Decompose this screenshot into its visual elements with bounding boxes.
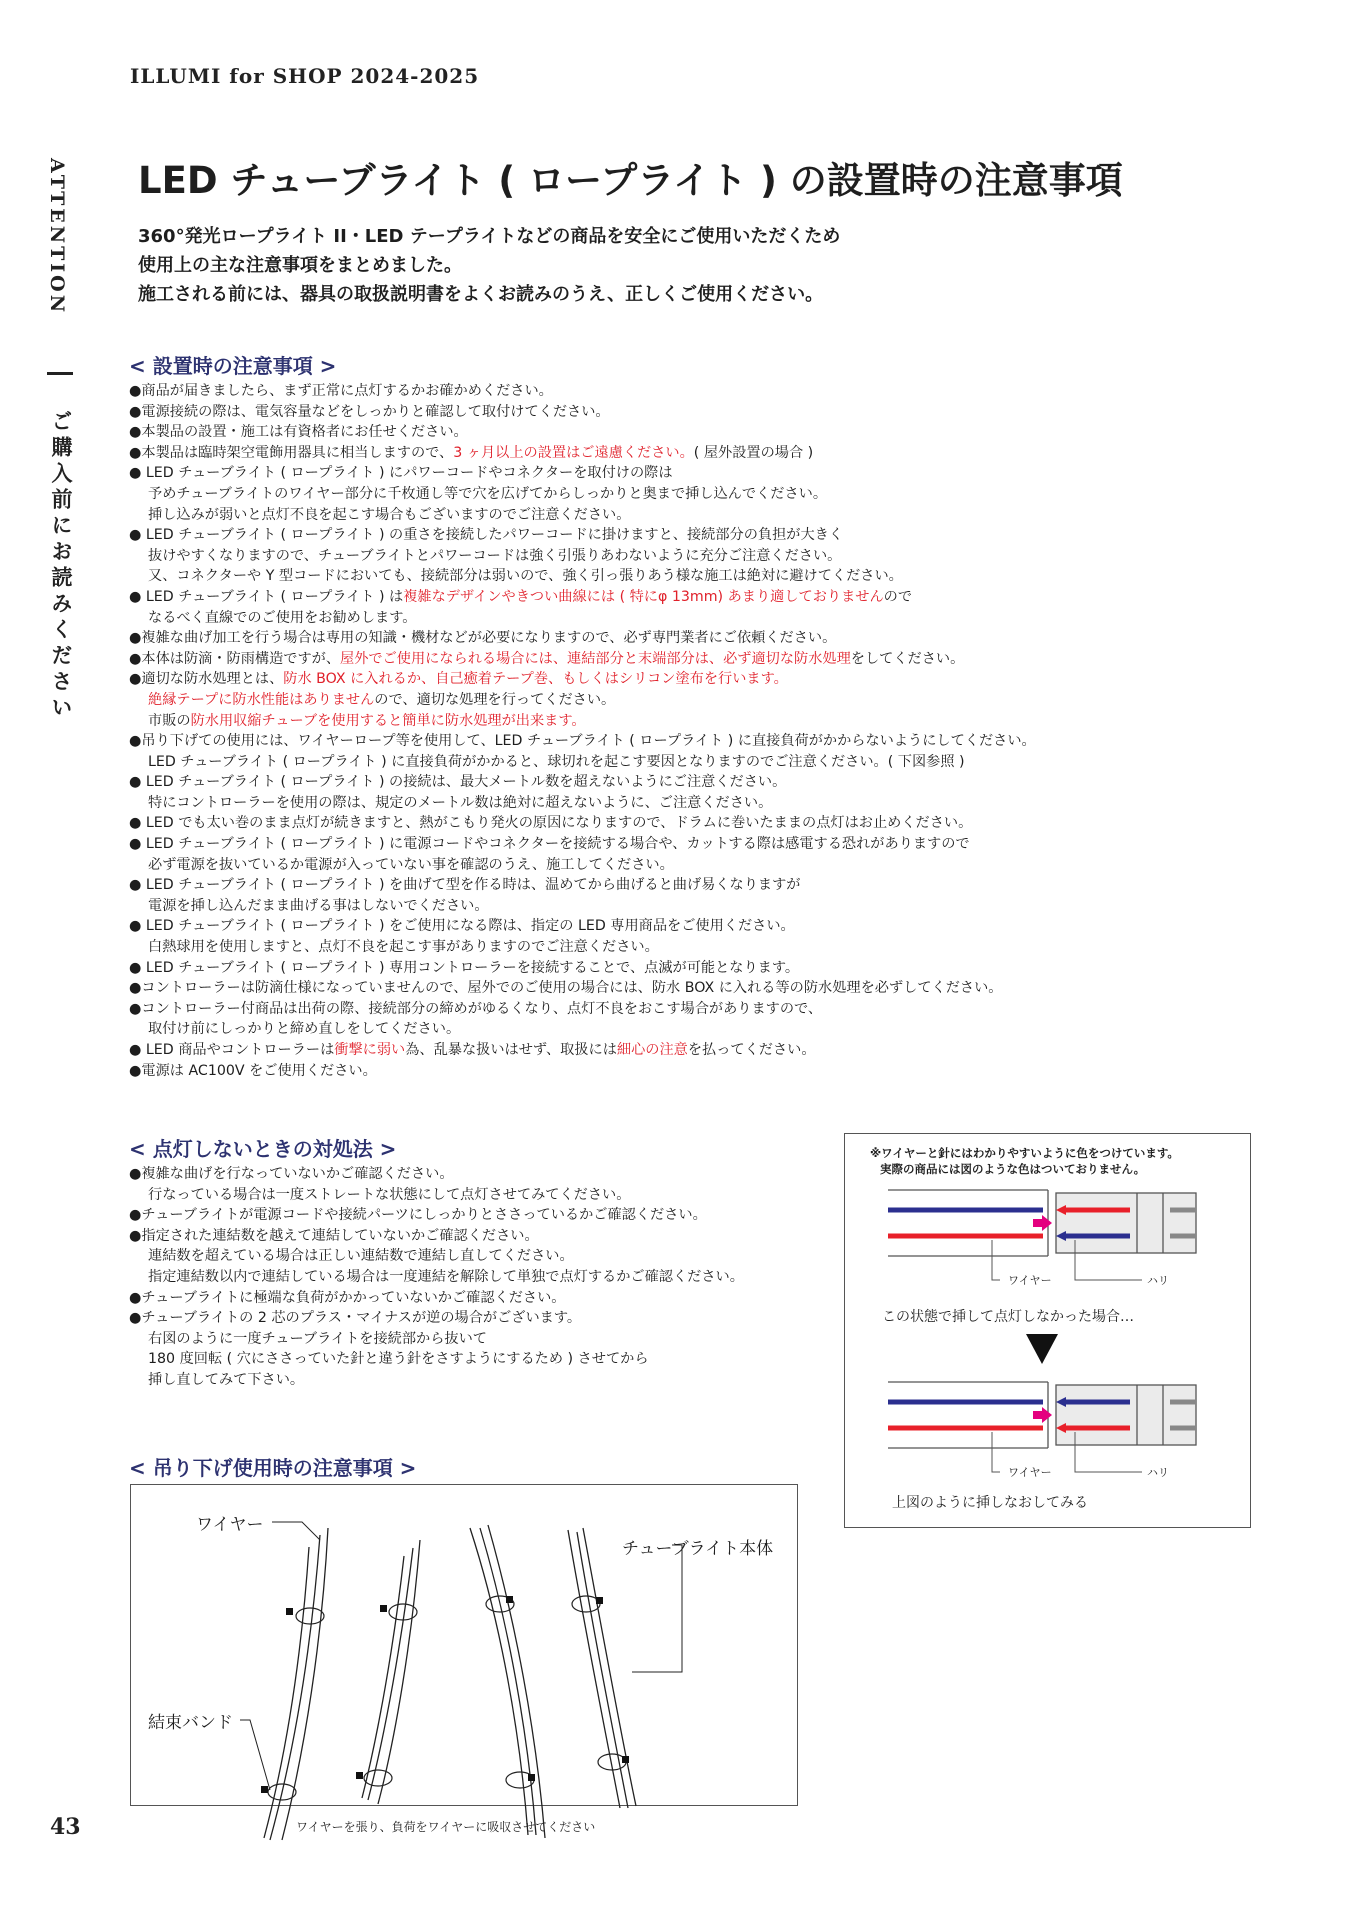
list-text: ●複雑な曲げを行なっていないかご確認ください。 (129, 1166, 454, 1182)
tube-edge (577, 1532, 628, 1808)
cable-tie-head (380, 1605, 387, 1612)
wire-label: ワイヤー (1008, 1274, 1052, 1287)
list-text: 白熱球用を使用しますと、点灯不良を起こす事がありますのでご注意ください。 (148, 939, 659, 956)
cable-tie (296, 1608, 324, 1624)
list-text: 取付け前にしっかりと締め直しをしてください。 (148, 1021, 461, 1038)
tube-edge (362, 1556, 404, 1798)
hanging-caption: ワイヤーを張り、負荷をワイヤーに吸収させてください (296, 1820, 596, 1834)
highlighted-text: 屋外でご使用になられる場合には、連結部分と末端部分は、必ず適切な防水処理 (340, 650, 851, 667)
list-text: ●チューブライトの 2 芯のプラス・マイナスが逆の場合がございます。 (129, 1310, 582, 1327)
highlighted-text: 防水用収縮チューブを使用すると簡単に防水処理が出来ます。 (190, 712, 586, 729)
cable-ties (268, 1596, 626, 1800)
pin-label: ハリ (1147, 1274, 1169, 1287)
cable-tie-head (528, 1774, 535, 1781)
wire-line (378, 1540, 420, 1804)
list-text: ●適切な防水処理とは、 (129, 671, 284, 688)
band-leader (240, 1720, 270, 1790)
intro-line: 施工される前には、器具の取扱説明書をよくお読みのうえ、正しくご使用ください。 (138, 284, 824, 305)
list-text: ● LED チューブライト ( ロープライト ) 専用コントローラーを接続することで、点滅が可能となります。 (129, 959, 800, 976)
list-text: 為、乱暴な扱いはせず、取扱には (405, 1042, 617, 1058)
list-text: ● LED チューブライト ( ロープライト ) に電源コードやコネクターを接続する場合や、カットする際は感電する恐れがありますので (129, 836, 970, 853)
list-text: ●コントローラー付商品は出荷の際、接続部分の締めがゆるくなり、点灯不良をおこす場合がありますので、 (129, 1000, 823, 1017)
tube-edge (368, 1548, 413, 1800)
list-text: ●指定された連結数を越えて連結していないかご確認ください。 (129, 1227, 539, 1244)
list-text: ●複雑な曲げ加工を行う場合は専用の知識・機材などが必要になりますので、必ず専門業者にご依頼ください。 (129, 630, 837, 647)
list-text: ●チューブライトが電源コードや接続パーツにしっかりとささっているかご確認ください。 (129, 1207, 707, 1224)
tube-leader (632, 1545, 682, 1672)
list-text: ●チューブライトに極端な負荷がかかっていないかご確認ください。 (129, 1289, 566, 1306)
list-text: 予めチューブライトのワイヤー部分に千枚通し等で穴を広げてからしっかりと奥まで挿し込んでください。 (148, 485, 828, 502)
page-title: LED チューブライト ( ロープライト ) の設置時の注意事項 (138, 159, 1123, 202)
label-wire: ワイヤー (196, 1515, 264, 1535)
label-cable-tie: 結束バンド (148, 1713, 233, 1733)
label-tube-body: チューブライト本体 (622, 1539, 774, 1559)
list-text: ● LED でも太い巻のまま点灯が続きますと、熱がこもり発火の原因になりますので、ドラムに巻いたままの点灯はお止めください。 (129, 815, 973, 832)
section-heading-troubleshooting: < 点灯しないときの対処法 > (129, 1137, 397, 1161)
list-text: 必ず電源を抜いているか電源が入っていない事を確認のうえ、施工してください。 (148, 856, 674, 873)
list-text: 挿し込みが弱いと点灯不良を起こす場合もございますのでご注意ください。 (148, 506, 631, 523)
cable-tie-head (261, 1786, 268, 1793)
list-text: ●本製品は臨時架空電飾用器具に相当しますので、 (129, 444, 454, 461)
list-text: ので、適切な処理を行ってください。 (374, 691, 616, 708)
list-text: 特にコントローラーを使用の際は、規定のメートル数は絶対に超えないように、ご注意ください。 (148, 794, 773, 811)
cable-tie (364, 1770, 392, 1786)
list-text: ●商品が届きましたら、まず正常に点灯するかお確かめください。 (129, 383, 553, 399)
list-text: ( 屋外設置の場合 ) (693, 444, 814, 461)
list-text: ●電源は AC100V をご使用ください。 (129, 1062, 377, 1079)
cable-tie (572, 1596, 600, 1612)
list-text: 市販の (148, 712, 191, 729)
cable-tie-heads (261, 1596, 629, 1793)
highlighted-text: 絶縁テープに防水性能はありません (148, 691, 375, 708)
list-text: 180 度回転 ( 穴にささっていた針と違う針をさすようにするため ) させてから (148, 1351, 649, 1368)
list-text: LED チューブライト ( ロープライト ) に直接負荷がかかると、球切れを起こす要因となりますのでご注意ください。( 下図参照 ) (148, 753, 965, 770)
diagram-note: ※ワイヤーと針にはわかりやすいように色をつけています。 (870, 1146, 1179, 1160)
section-heading-installation: < 設置時の注意事項 > (129, 354, 337, 378)
wire-line (583, 1528, 636, 1806)
list-text: ●電源接続の際は、電気容量などをしっかりと確認して取付けてください。 (129, 403, 610, 420)
intro-line: 使用上の主な注意事項をまとめました。 (138, 255, 462, 276)
diagram-middle-text: この状態で挿して点灯しなかった場合… (882, 1309, 1134, 1325)
list-text: ● LED チューブライト ( ロープライト ) を曲げて型を作る時は、温めてから曲げると曲げ易くなりますが (129, 877, 801, 894)
list-text: 挿し直してみて下さい。 (148, 1371, 305, 1388)
wire-line (282, 1528, 328, 1840)
intro-line: 360°発光ロープライト II・LED テープライトなどの商品を安全にご使用いただくため (138, 226, 841, 247)
section-heading-hanging: < 吊り下げ使用時の注意事項 > (129, 1456, 417, 1480)
list-text: なるべく直線でのご使用をお勧めします。 (148, 609, 417, 626)
list-text: 連結数を超えている場合は正しい連結数で連結し直してください。 (148, 1248, 574, 1265)
list-text: ●本体は防滴・防雨構造ですが、 (129, 650, 341, 667)
list-text: ので (883, 588, 913, 605)
cable-tie-head (506, 1596, 513, 1603)
list-text: ● LED チューブライト ( ロープライト ) の接続は、最大メートル数を超えないようにご注意ください。 (129, 774, 787, 791)
list-text: 又、コネクターや Y 型コードにおいても、接続部分は弱いので、強く引っ張りあう様な施工は絶対に避けてください。 (148, 568, 903, 585)
page-number: 43 (50, 1814, 81, 1840)
cable-tie-head (622, 1756, 629, 1763)
list-text: 抜けやすくなりますので、チューブライトとパワーコードは強く引張りあわないように充分ご注意ください。 (148, 547, 842, 564)
list-text: ● LED チューブライト ( ロープライト ) をご使用になる際は、指定の LED 専用商品をご使用ください。 (129, 918, 795, 935)
side-label-japanese: ご購入前にお読みください (49, 410, 73, 722)
list-text: ● LED 商品やコントローラーは (129, 1042, 335, 1058)
tube-edge (568, 1530, 620, 1808)
cable-tie-head (356, 1772, 363, 1779)
list-text: をしてください。 (850, 650, 965, 667)
highlighted-text: 複雑なデザインやきつい曲線には ( 特にφ 13mm) あまり適しておりません (403, 588, 884, 605)
list-text: 右図のように一度チューブライトを接続部から抜いて (148, 1330, 487, 1347)
highlighted-text: 3 ヶ月以上の設置はご遠慮ください。 (453, 444, 694, 461)
highlighted-text: 細心の注意 (616, 1042, 688, 1058)
list-text: ●吊り下げての使用には、ワイヤーロープ等を使用して、LED チューブライト ( ロープライト ) に直接負荷がかからないようにしてください。 (129, 733, 1036, 750)
cable-tie-head (596, 1597, 603, 1604)
list-text: ●コントローラーは防滴仕様になっていませんので、屋外でのご使用の場合には、防水 BOX に入れる等の防水処理を必ずしてください。 (129, 980, 1003, 997)
list-text: 指定連結数以内で連結している場合は一度連結を解除して単独で点灯するかご確認ください。 (148, 1268, 744, 1285)
list-text: ● LED チューブライト ( ロープライト ) にパワーコードやコネクターを取付けの際は (129, 465, 673, 482)
list-text: 電源を挿し込んだまま曲げる事はしないでください。 (148, 897, 489, 914)
list-text: ●本製品の設置・施工は有資格者にお任せください。 (129, 424, 468, 441)
pin-label: ハリ (1147, 1466, 1169, 1479)
list-text: を払ってください。 (687, 1042, 816, 1058)
wire-leader (272, 1522, 320, 1540)
wire-label: ワイヤー (1008, 1466, 1052, 1479)
list-text: ● LED チューブライト ( ロープライト ) は (129, 588, 404, 605)
side-label-attention: ATTENTION (46, 158, 68, 316)
hanging-leaders (240, 1522, 682, 1790)
header-title: ILLUMI for SHOP 2024-2025 (130, 64, 480, 88)
diagram-note: 実際の商品には図のような色はついておりません。 (880, 1162, 1146, 1176)
tube-edge (470, 1528, 528, 1835)
diagram-bottom-text: 上図のように挿しなおしてみる (892, 1495, 1088, 1511)
cable-tie-head (286, 1608, 293, 1615)
list-text: ● LED チューブライト ( ロープライト ) の重さを接続したパワーコードに掛けますと、接続部分の負担が大きく (129, 527, 844, 544)
highlighted-text: 防水 BOX に入れるか、自己癒着テープ巻、もしくはシリコン塗布を行います。 (283, 671, 788, 688)
list-text: 行なっている場合は一度ストレートな状態にして点灯させてみてください。 (148, 1186, 631, 1203)
highlighted-text: 衝撃に弱い (334, 1042, 406, 1058)
